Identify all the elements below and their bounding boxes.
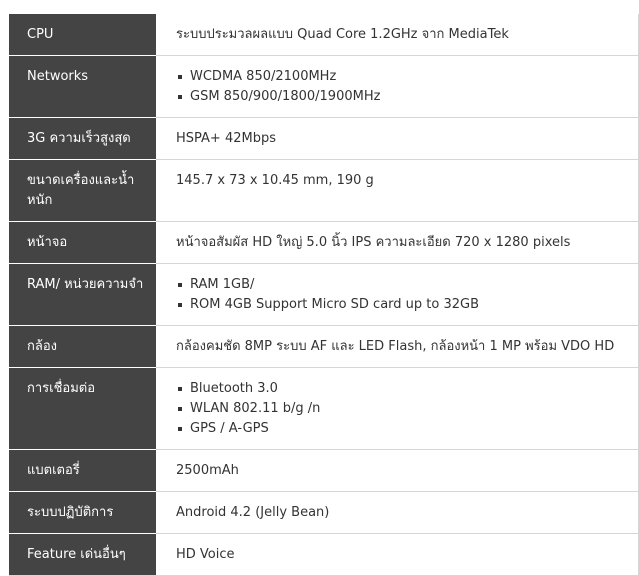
- spec-row-memory: [9, 264, 639, 326]
- spec-value: 145.7 x 73 x 10.45 mm, 190 g: [156, 160, 639, 222]
- spec-row-os: [9, 492, 639, 534]
- spec-bullet-item: GSM 850/900/1800/1900MHz: [176, 87, 628, 107]
- spec-row-features: [9, 534, 639, 576]
- spec-value: [156, 56, 639, 118]
- spec-table: [9, 14, 639, 576]
- spec-label: กล้อง: [9, 326, 156, 368]
- spec-label: ระบบปฏิบัติการ: [9, 492, 156, 534]
- spec-label: 3G ความเร็วสูงสุด: [9, 118, 156, 160]
- spec-label: แบตเตอรี่: [9, 450, 156, 492]
- spec-label: หน้าจอ: [9, 222, 156, 264]
- spec-bullet-item: GPS / A-GPS: [176, 419, 628, 439]
- spec-label: Feature เด่นอื่นๆ: [9, 534, 156, 576]
- spec-label: การเชื่อมต่อ: [9, 368, 156, 450]
- spec-value: ระบบประมวลผลแบบ Quad Core 1.2GHz จาก MediaTek: [156, 14, 639, 56]
- spec-label: RAM/ หน่วยความจำ: [9, 264, 156, 326]
- spec-value: HD Voice: [156, 534, 639, 576]
- spec-value: กล้องคมชัด 8MP ระบบ AF และ LED Flash, กล้องหน้า 1 MP พร้อม VDO HD: [156, 326, 639, 368]
- spec-bullet-list: [176, 67, 628, 107]
- spec-row-cpu: [9, 14, 639, 56]
- spec-row-camera: [9, 326, 639, 368]
- spec-row-networks: [9, 56, 639, 118]
- spec-bullet-item: WLAN 802.11 b/g /n: [176, 399, 628, 419]
- spec-value: Android 4.2 (Jelly Bean): [156, 492, 639, 534]
- spec-value: หน้าจอสัมผัส HD ใหญ่ 5.0 นิ้ว IPS ความละเอียด 720 x 1280 pixels: [156, 222, 639, 264]
- spec-value: [156, 264, 639, 326]
- spec-row-display: [9, 222, 639, 264]
- spec-bullet-item: RAM 1GB/: [176, 275, 628, 295]
- spec-value: HSPA+ 42Mbps: [156, 118, 639, 160]
- spec-label: ขนาดเครื่องและน้ำหนัก: [9, 160, 156, 222]
- spec-row-dimensions: [9, 160, 639, 222]
- spec-value: 2500mAh: [156, 450, 639, 492]
- spec-bullet-list: [176, 275, 628, 315]
- spec-bullet-list: [176, 379, 628, 439]
- spec-bullet-item: WCDMA 850/2100MHz: [176, 67, 628, 87]
- spec-row-connectivity: [9, 368, 639, 450]
- spec-row-3g-speed: [9, 118, 639, 160]
- spec-bullet-item: Bluetooth 3.0: [176, 379, 628, 399]
- spec-value: [156, 368, 639, 450]
- spec-label: Networks: [9, 56, 156, 118]
- spec-label: CPU: [9, 14, 156, 56]
- spec-row-battery: [9, 450, 639, 492]
- spec-bullet-item: ROM 4GB Support Micro SD card up to 32GB: [176, 295, 628, 315]
